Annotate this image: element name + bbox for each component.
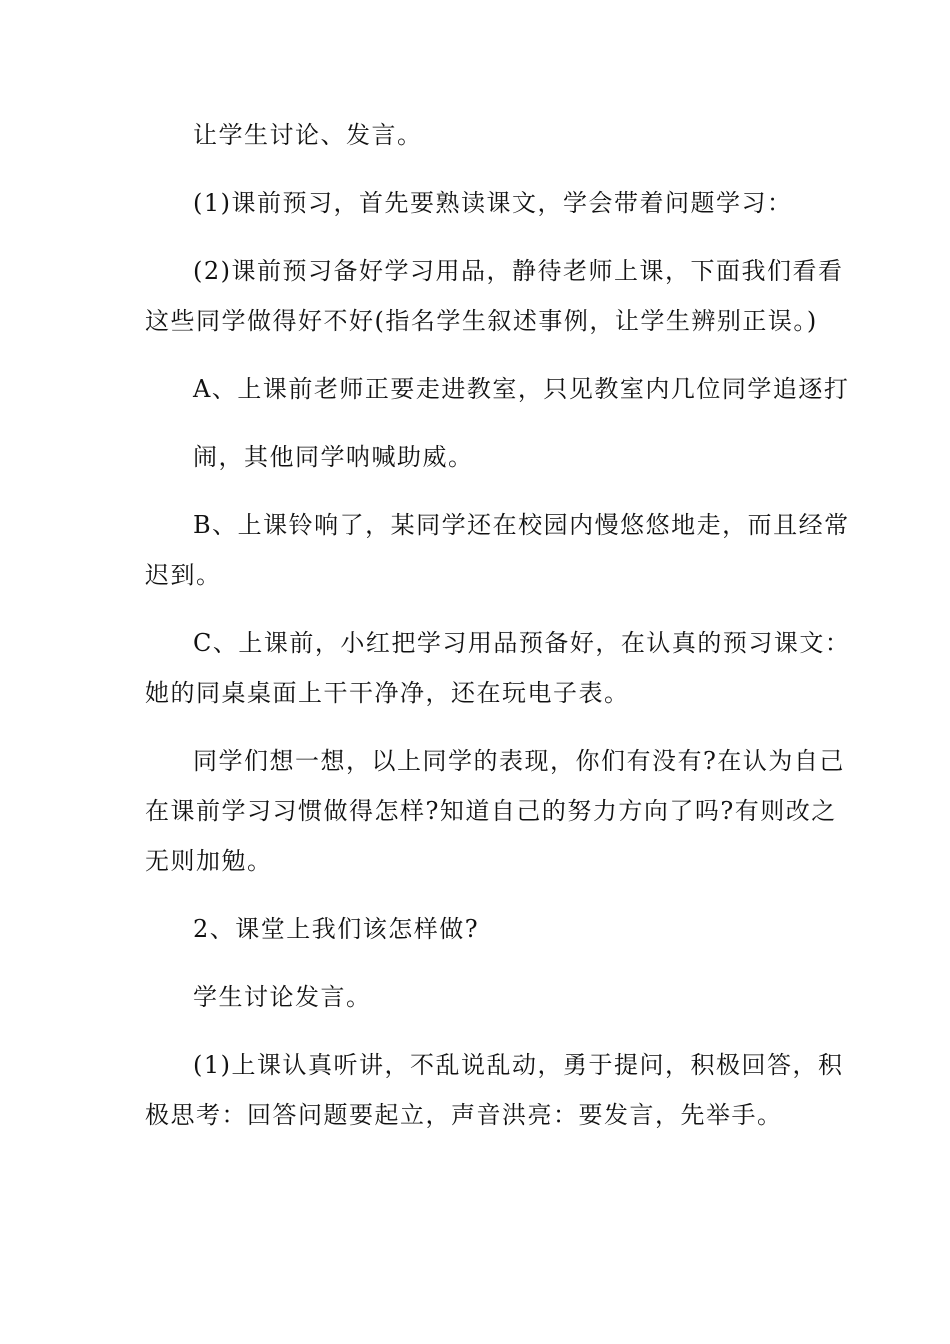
text-line: 她的同桌桌面上干干净净，还在玩电子表。 [145,679,630,707]
text-line: (1)上课认真听讲，不乱说乱动，勇于提问，积极回答，积 [193,1051,844,1079]
text-line: 迟到。 [145,561,222,589]
text-line: A、上课前老师正要走进教室，只见教室内几位同学追逐打 [193,375,850,403]
text-line: 学生讨论发言。 [193,983,372,1011]
text-line: 在课前学习习惯做得怎样?知道自己的努力方向了吗?有则改之 [145,797,837,825]
text-line: B、上课铃响了，某同学还在校园内慢悠悠地走，而且经常 [193,511,850,539]
text-line: (1)课前预习，首先要熟读课文，学会带着问题学习： [193,189,793,217]
text-line: 同学们想一想，以上同学的表现，你们有没有?在认为自己 [193,747,845,775]
text-line: (2)课前预习备好学习用品，静待老师上课，下面我们看看 [193,257,844,285]
text-line: 这些同学做得好不好(指名学生叙述事例，让学生辨别正误。) [145,307,818,335]
text-line: 闹，其他同学呐喊助威。 [193,443,474,471]
text-line: 极思考：回答问题要起立，声音洪亮：要发言，先举手。 [145,1101,783,1129]
text-line: 2、课堂上我们该怎样做? [193,915,480,943]
text-line: 让学生讨论、发言。 [193,121,423,149]
text-line: 无则加勉。 [145,847,273,875]
text-line: C、上课前，小红把学习用品预备好，在认真的预习课文： [193,629,851,657]
